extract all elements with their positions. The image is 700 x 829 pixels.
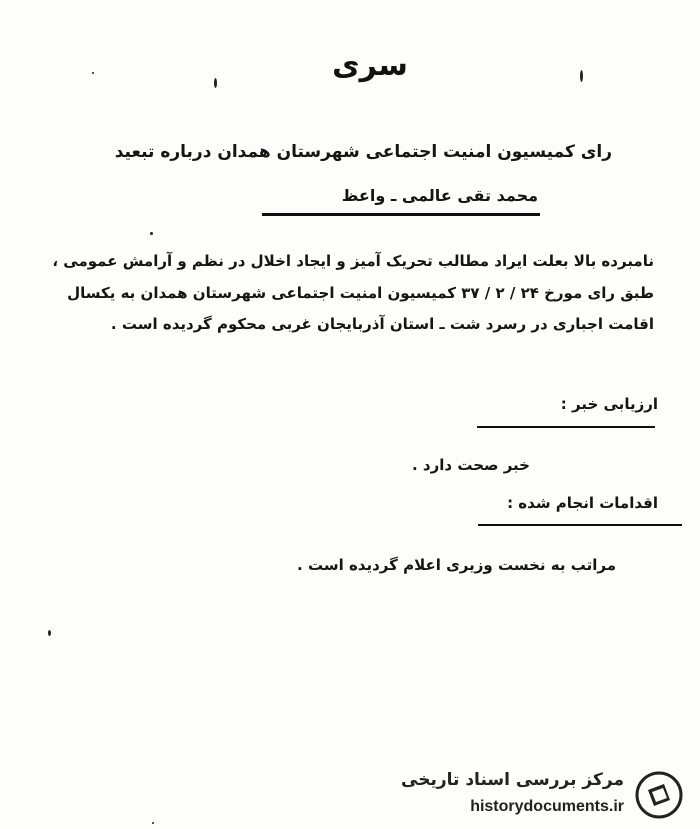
heading-line-2: محمد تقی عالمی ـ واعظ bbox=[341, 186, 538, 205]
paragraph-line-3: اقامت اجباری در رسرد شت ـ استان آذربایجان غربی محکوم گردیده است . bbox=[110, 315, 654, 333]
assessment-text: خبر صحت دارد . bbox=[412, 456, 530, 474]
heading-line-1: رای کمیسیون امنیت اجتماعی شهرستان همدان درباره تبعید bbox=[114, 142, 612, 162]
assessment-underline bbox=[477, 426, 655, 428]
actions-heading: اقدامات انجام شده : bbox=[507, 494, 658, 512]
heading-underline bbox=[262, 213, 540, 216]
paragraph-line-1: نامبرده بالا بعلت ایراد مطالب تحریک آمیز و ایجاد اخلال در نظم و آرامش عمومی ، bbox=[52, 252, 654, 270]
watermark-text-fa: مرکز بررسی اسناد تاریخی bbox=[401, 770, 624, 790]
scan-speck bbox=[48, 630, 51, 636]
scan-speck bbox=[150, 232, 153, 235]
scan-speck bbox=[152, 822, 154, 824]
classification-title: سری bbox=[332, 48, 408, 83]
watermark bbox=[401, 766, 692, 822]
scan-speck bbox=[92, 72, 94, 74]
actions-underline bbox=[478, 524, 682, 526]
assessment-heading: ارزیابی خبر : bbox=[560, 395, 658, 413]
scan-speck bbox=[214, 78, 217, 88]
scan-speck bbox=[580, 70, 583, 82]
watermark-text-en: historydocuments.ir bbox=[470, 798, 624, 815]
paragraph-line-2: طبق رای مورخ ۲۴ / ۲ / ۳۷ کمیسیون امنیت اجتماعی شهرستان همدان به یکسال bbox=[67, 284, 654, 302]
archive-seal-icon bbox=[634, 770, 684, 820]
actions-text: مراتب به نخست وزیری اعلام گردیده است . bbox=[297, 556, 616, 574]
